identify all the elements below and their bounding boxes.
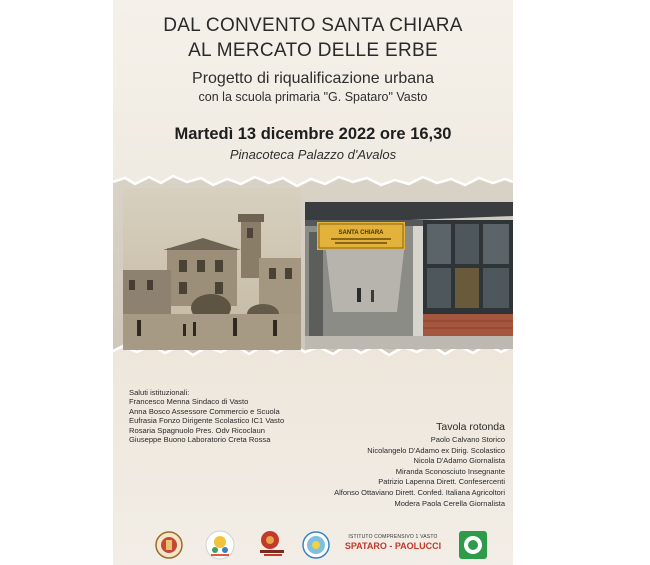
event-poster xyxy=(113,0,513,565)
event-venue: Pinacoteca Palazzo d'Avalos xyxy=(229,147,397,162)
tavola-line: Paolo Calvano Storico xyxy=(430,435,505,444)
school-logo-line1: ISTITUTO COMPRENSIVO 1 VASTO xyxy=(348,534,438,540)
confesercenti-logo xyxy=(458,530,488,560)
tavola-line: Alfonso Ottaviano Dirett. Confed. Italiana Agricoltori xyxy=(334,487,505,497)
tavola-line: Modera Paola Cerella Giornalista xyxy=(394,498,505,508)
tavola-rotonda xyxy=(265,420,505,509)
vintage-convent-photo xyxy=(123,188,301,350)
event-date: Martedì 13 dicembre 2022 ore 16,30 xyxy=(174,125,452,143)
tavola-line: Nicolangelo D'Adamo ex Dirig. Scolastico xyxy=(367,445,505,455)
tavola-line: Nicola D'Adamo Giornalista xyxy=(413,456,505,466)
subtitle: Progetto di riqualificazione urbana xyxy=(192,70,434,87)
ricoclaun-logo xyxy=(302,531,330,559)
tavola-heading: Tavola rotonda xyxy=(436,421,505,433)
saluti-line: Anna Bosco Assessore Commercio e Scuola xyxy=(129,406,280,416)
saluti-line: Giuseppe Buono Laboratorio Creta Rossa xyxy=(129,435,271,445)
modern-market-photo xyxy=(305,202,513,349)
city-seal-logo xyxy=(155,531,183,559)
creta-rossa-logo xyxy=(256,528,288,560)
school-line: con la scuola primaria "G. Spataro" Vasto xyxy=(198,90,428,104)
saluti-line: Rosaria Spagnuolo Pres. Odv Ricoclaun xyxy=(129,425,265,435)
saluti-line: Eufrasia Fonzo Dirigente Scolastico IC1 Vasto xyxy=(129,416,285,426)
school-kids-logo xyxy=(205,530,235,560)
school-logo-line2: SPATARO - PAOLUCCI xyxy=(344,541,442,551)
school-logo xyxy=(338,534,448,551)
title-line-1: DAL CONVENTO SANTA CHIARA xyxy=(163,15,463,36)
saluti-heading: Saluti istituzionali: xyxy=(129,388,190,397)
market-sign-text: SANTA CHIARA xyxy=(338,230,384,236)
saluti-line: Francesco Menna Sindaco di Vasto xyxy=(129,397,249,407)
tavola-line: Patrizio Lapenna Dirett. Confesercenti xyxy=(378,477,505,487)
tavola-line: Miranda Sconosciuto Insegnante xyxy=(395,466,505,476)
title-line-2: AL MERCATO DELLE ERBE xyxy=(188,40,438,61)
